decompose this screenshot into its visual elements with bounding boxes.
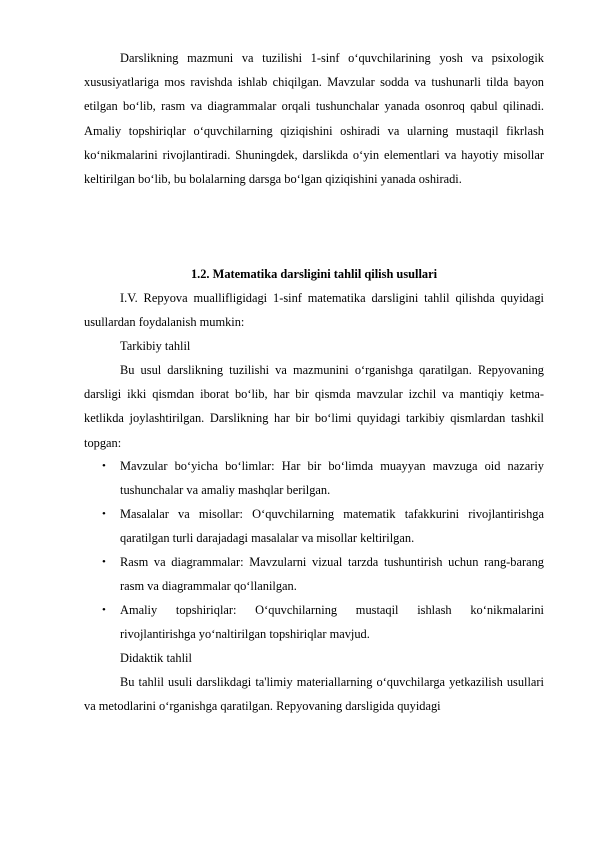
component-list xyxy=(84,454,544,646)
method-intro-paragraph: I.V. Repyova muallifligidagi 1-sinf matematika darsligini tahlil qilishda quyidagi usullardan foydalanish mumkin: xyxy=(84,291,544,330)
list-item xyxy=(84,550,544,598)
list-item xyxy=(84,502,544,550)
structural-analysis-paragraph: Bu usul darslikning tuzilishi va mazmunini o‘rganishga qaratilgan. Repyovaning darsligi ikki qismdan iborat bo‘lib, har bir qismda mavzular izchil va mantiqiy ketma-ketlikda joylashtirilgan. Darslikning har bir bo‘limi quyidagi tarkibiy qismlardan tashkil topgan: xyxy=(84,363,544,450)
didactic-analysis-subheading: Didaktik tahlil xyxy=(120,651,192,665)
list-item-text: Masalalar va misollar: O‘quvchilarning matematik tafakkurini rivojlantirishga qaratilgan turli darajadagi masalalar va misollar keltirilgan. xyxy=(120,507,544,545)
list-item-text: Amaliy topshiriqlar: O‘quvchilarning mustaqil ishlash ko‘nikmalarini rivojlantirishga yo‘naltirilgan topshiriqlar mavjud. xyxy=(120,603,544,641)
section-heading: 1.2. Matematika darsligini tahlil qilish usullari xyxy=(190,267,438,281)
bullet-icon: • xyxy=(102,460,106,472)
list-item-text: Mavzular bo‘yicha bo‘limlar: Har bir bo‘limda muayyan mavzuga oid nazariy tushunchalar va amaliy mashqlar berilgan. xyxy=(120,459,544,497)
list-item xyxy=(84,454,544,502)
list-item-text: Rasm va diagrammalar: Mavzularni vizual tarzda tushuntirish uchun rang-barang rasm va diagrammalar qo‘llanilgan. xyxy=(120,555,544,593)
bullet-icon: • xyxy=(102,556,106,568)
list-item xyxy=(84,598,544,646)
intro-paragraph: Darslikning mazmuni va tuzilishi 1-sinf o‘quvchilarining yosh va psixologik xususiyatlariga mos ravishda ishlab chiqilgan. Mavzular sodda va tushunarli tilda bayon etilgan bo‘lib, rasm va diagrammalar orqali tushunchalar yanada osonroq qabul qilinadi. Amaliy topshiriqlar o‘quvchilarning qiziqishini oshiradi va ularning mustaqil fikrlash ko‘nikmalarini rivojlantiradi. Shuningdek, darslikda o‘yin elementlari va hayotiy misollar keltirilgan bo‘lib, bu bolalarning darsga bo‘lgan qiziqishini yanada oshiradi. xyxy=(84,51,544,187)
didactic-analysis-paragraph: Bu tahlil usuli darslikdagi ta'limiy materiallarning o‘quvchilarga yetkazilish usullari va metodlarini o‘rganishga qaratilgan. Repyovaning darsligida quyidagi xyxy=(84,675,544,714)
structural-analysis-subheading: Tarkibiy tahlil xyxy=(120,339,191,353)
bullet-icon: • xyxy=(102,604,106,616)
bullet-icon: • xyxy=(102,508,106,520)
